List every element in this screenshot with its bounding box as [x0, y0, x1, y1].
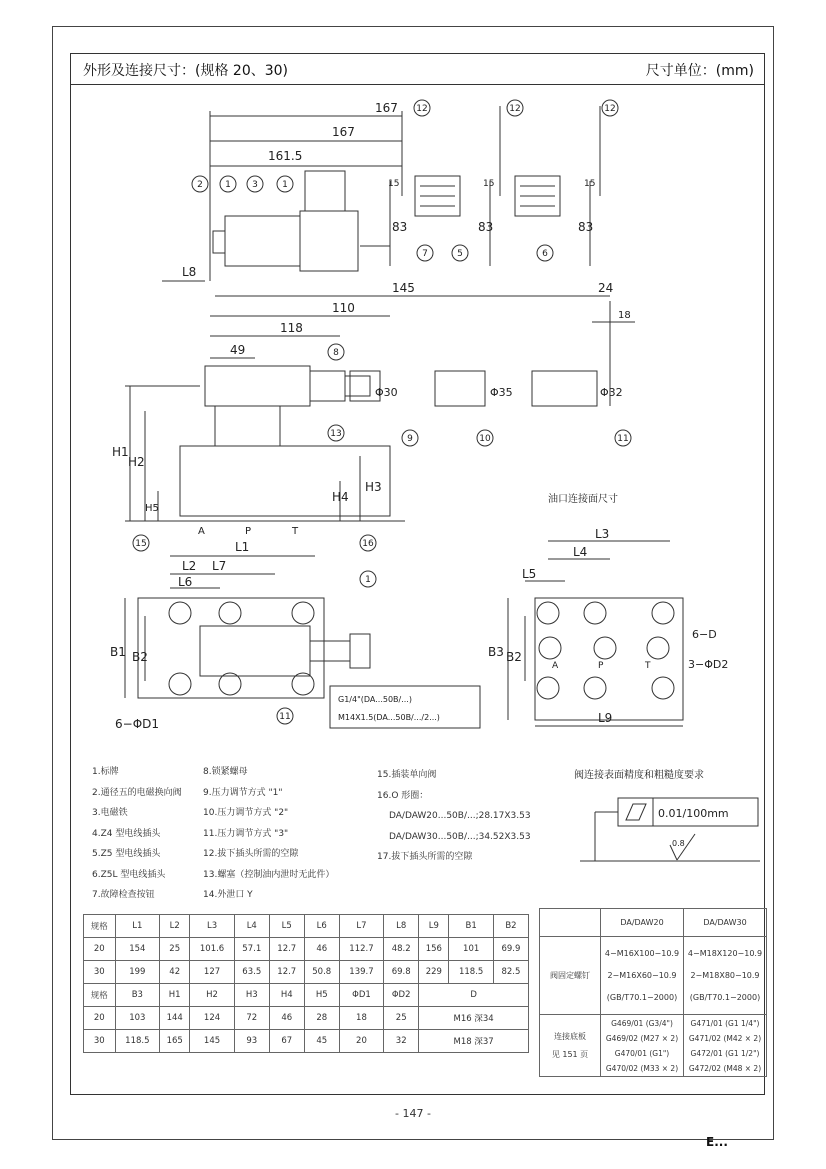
balloon-11: [615, 430, 631, 446]
brand-logo: E...: [706, 1135, 728, 1149]
balloon-13: [328, 425, 344, 441]
svg-text:12: 12: [509, 104, 521, 114]
balloon-8: [328, 344, 344, 360]
port-A-label: A: [198, 526, 205, 537]
table-row: 20 154 25 101.6 57.1 12.7 46 112.7 48.2 156 101 69.9: [84, 938, 529, 961]
svg-text:3: 3: [252, 180, 258, 190]
legend-item: 12.拔下插头所需的空隙: [203, 849, 299, 859]
svg-text:15: 15: [135, 539, 147, 549]
table-row: 20 103 144 124 72 46 28 18 25 M16 深34: [84, 1007, 529, 1030]
surface-title: 阀连接表面精度和粗糙度要求: [574, 770, 704, 781]
table-header-row: 规格 B3 H1 H2 H3 H4 H5 ΦD1 ΦD2 D: [84, 984, 529, 1007]
dim-145: 145: [392, 281, 415, 295]
plate-label: 连接底板: [554, 1031, 586, 1041]
balloon-15: [133, 535, 149, 551]
table-row: 30 199 42 127 63.5 12.7 50.8 139.7 69.8 229 118.5 82.5: [84, 961, 529, 984]
dim-167-b: 167: [332, 125, 355, 139]
svg-text:10: 10: [479, 434, 491, 444]
flatness-value: 0.01/100mm: [658, 807, 729, 820]
col-da20: DA/DAW20: [601, 909, 684, 937]
balloon-1-b: [277, 176, 293, 192]
dim-L1: L1: [235, 540, 250, 554]
legend-item: 11.压力调节方式 "3": [203, 828, 289, 839]
svg-text:2: 2: [197, 180, 203, 190]
section-header: [70, 53, 765, 85]
legend-col-2: [203, 762, 334, 906]
dim-83-b: 83: [478, 220, 494, 234]
balloon-12-a: [414, 100, 430, 116]
svg-text:11: 11: [617, 434, 629, 444]
legend-item: 1.标牌: [92, 767, 119, 777]
dim-H2: H2: [128, 455, 145, 469]
face-dim-L9: L9: [598, 711, 613, 725]
legend-item: 2.通径五的电磁换向阀: [92, 787, 182, 798]
balloon-1-a: [220, 176, 236, 192]
dim-167-a: 167: [375, 101, 398, 115]
balloon-7: [417, 245, 433, 261]
legend-item: 3.电磁铁: [92, 808, 128, 818]
spec-table: [83, 914, 529, 1053]
face-dim-B3: B3: [488, 645, 504, 659]
dim-H5: H5: [145, 503, 159, 514]
dim-24: 24: [598, 281, 614, 295]
svg-text:11: 11: [279, 712, 291, 722]
balloon-12-b: [507, 100, 523, 116]
dim-15-a: 15: [388, 179, 400, 189]
table-row: 30 118.5 165 145 93 67 45 20 32 M18 深37: [84, 1030, 529, 1053]
balloon-16: [360, 535, 376, 551]
svg-text:8: 8: [333, 348, 339, 358]
dim-L2: L2: [182, 559, 197, 573]
port-T-label: T: [292, 526, 299, 537]
svg-text:1: 1: [225, 180, 231, 190]
page-number: - 147 -: [395, 1107, 431, 1120]
plate-page: 见 151 页: [551, 1049, 589, 1059]
balloon-6: [537, 245, 553, 261]
port-note-m14: M14X1.5(DA...50B/.../2...): [338, 713, 440, 722]
unit-label: 尺寸单位：(mm): [645, 63, 754, 79]
legend-item: 6.Z5L 型电线插头: [92, 869, 166, 880]
dim-B1: B1: [110, 645, 126, 659]
face-dim-3-D2: 3−ΦD2: [688, 658, 729, 671]
balloon-5: [452, 245, 468, 261]
dim-L6: L6: [178, 575, 193, 589]
face-dim-6-D: 6−D: [692, 628, 717, 641]
legend-item: DA/DAW30...50B/...;34.52X3.53: [389, 831, 531, 842]
dim-phi30: Φ30: [375, 386, 398, 399]
legend-item: 10.压力调节方式 "2": [203, 808, 289, 818]
balloon-1-c: [360, 571, 376, 587]
svg-text:6: 6: [542, 249, 548, 259]
svg-text:5: 5: [457, 249, 463, 259]
face-dim-L3: L3: [595, 527, 610, 541]
legend-item: 7.故障检查按钮: [92, 890, 155, 900]
table-header-row: 规格 L1 L2 L3 L4 L5 L6 L7 L8 L9 B1 B2: [84, 915, 529, 938]
dim-15-c: 15: [584, 179, 596, 189]
legend-item: 14.外泄口 Y: [203, 890, 253, 900]
dim-49: 49: [230, 343, 246, 357]
dim-H4: H4: [332, 490, 349, 504]
dim-L7: L7: [212, 559, 227, 573]
dim-18: 18: [618, 310, 631, 321]
svg-text:12: 12: [416, 104, 428, 114]
port-note-g14: G1/4"(DA...50B/...): [338, 695, 412, 704]
legend-col-3: [377, 765, 531, 868]
dim-15-b: 15: [483, 179, 495, 189]
svg-text:16: 16: [362, 539, 374, 549]
legend-item: 4.Z4 型电线插头: [92, 828, 161, 839]
dim-phi32: Φ32: [600, 386, 623, 399]
dim-B2: B2: [132, 650, 148, 664]
balloon-3: [247, 176, 263, 192]
svg-text:12: 12: [604, 104, 616, 114]
legend-item: 16.O 形圈：: [377, 790, 429, 801]
dim-6-D1: 6−ΦD1: [115, 717, 160, 731]
mounting-table: DA/DAW20 DA/DAW30 阀固定螺钉 4−M16X100−10.9 2−M16X60−10.9 (GB/T70.1−2000) 4−M18X120−10.9 2−M18X80−10.9 (GB/T70.1−2000) 连接底板 见 151 页 G469/01 (G3/4") G469/02 (M27 × 2) G470/01 (G1") G470/02 (M33 × 2) G471/01 (G1 1/4") G471/02 (M42 × 2) G472/01 (G1 1/2") G472/02 (M48 × 2): [539, 908, 767, 1077]
dim-110: 110: [332, 301, 355, 315]
face-dim-L5: L5: [522, 567, 537, 581]
legend-item: DA/DAW20...50B/...;28.17X3.53: [389, 811, 531, 821]
face-port-A: A: [552, 661, 559, 671]
svg-text:1: 1: [365, 575, 371, 585]
legend-item: 9.压力调节方式 "1": [203, 787, 283, 798]
svg-text:7: 7: [422, 249, 428, 259]
balloon-12-c: [602, 100, 618, 116]
legend-item: 8.锁紧螺母: [203, 767, 248, 777]
svg-text:9: 9: [407, 434, 413, 444]
svg-text:13: 13: [330, 429, 342, 439]
port-face-title: 油口连接面尺寸: [548, 494, 618, 505]
dim-161-5: 161.5: [268, 149, 303, 163]
dim-83-a: 83: [392, 220, 408, 234]
dim-118: 118: [280, 321, 303, 335]
dim-H3: H3: [365, 480, 382, 494]
balloon-2: [192, 176, 208, 192]
col-da30: DA/DAW30: [684, 909, 767, 937]
face-port-P: P: [598, 661, 604, 671]
dim-phi35: Φ35: [490, 386, 513, 399]
roughness-value: 0.8: [672, 839, 685, 848]
section-title: 外形及连接尺寸：(规格 20、30): [83, 63, 289, 79]
dim-83-c: 83: [578, 220, 594, 234]
dim-H1: H1: [112, 445, 129, 459]
port-P-label: P: [245, 526, 252, 537]
face-dim-B2: B2: [506, 650, 522, 664]
dim-L8: L8: [182, 265, 197, 279]
balloon-11-b: [277, 708, 293, 724]
svg-text:1: 1: [282, 180, 288, 190]
legend-item: 5.Z5 型电线插头: [92, 849, 161, 859]
face-dim-L4: L4: [573, 545, 588, 559]
legend-item: 15.插装单向阀: [377, 770, 437, 780]
legend-col-1: [92, 762, 182, 906]
legend-item: 17.拔下插头所需的空隙: [377, 852, 473, 862]
legend-item: 13.螺塞（控制油内泄时无此件）: [203, 869, 335, 880]
face-port-T: T: [645, 661, 651, 671]
balloon-10: [477, 430, 493, 446]
bolt-label: 阀固定螺钉: [540, 937, 601, 1015]
balloon-9: [402, 430, 418, 446]
